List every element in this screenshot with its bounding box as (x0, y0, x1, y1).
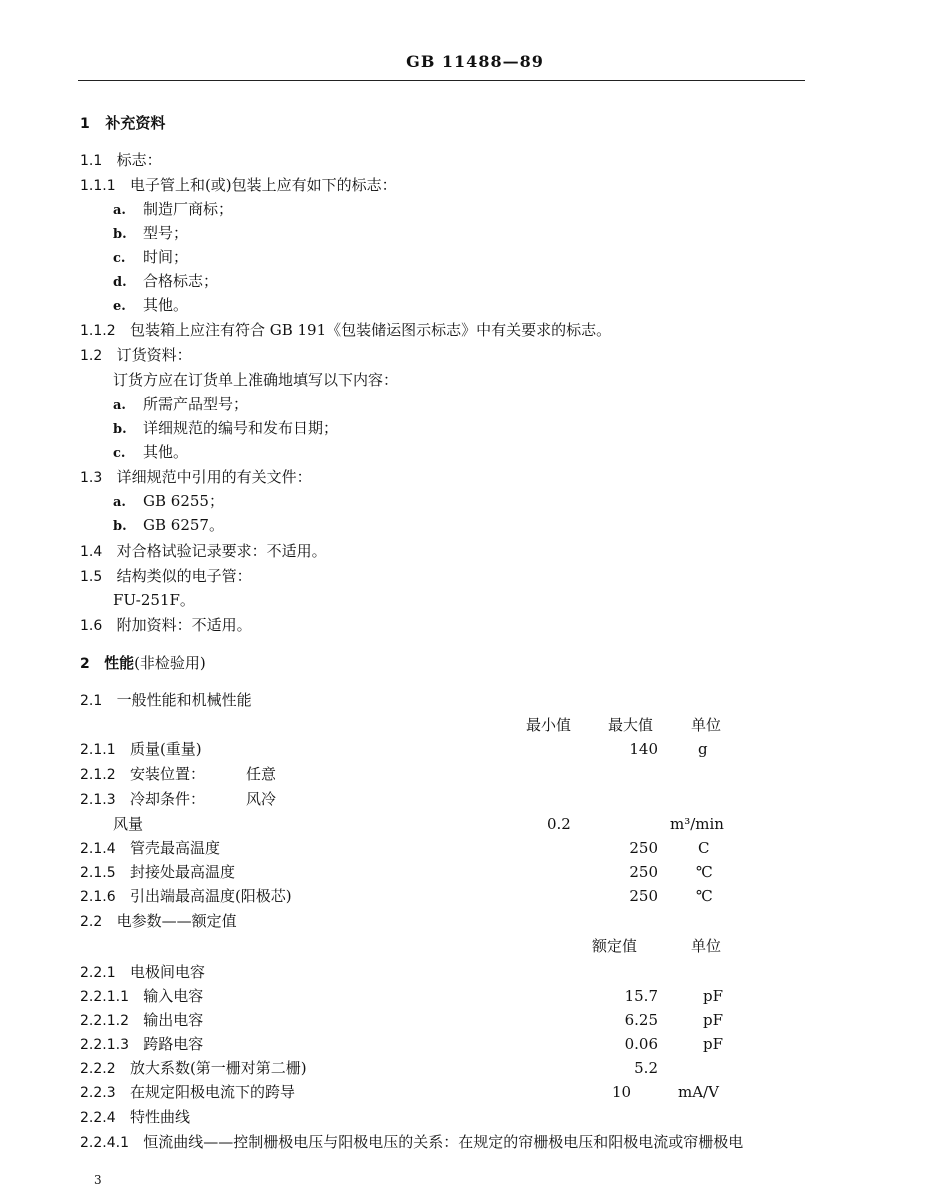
clause-text: 电子管上和(或)包装上应有如下的标志： (129, 176, 397, 194)
col-header-unit: 单位 (691, 937, 722, 955)
row-label: 输出电容 (143, 1011, 204, 1029)
item-label: e. (113, 299, 126, 314)
row-min: 0.2 (547, 815, 571, 833)
clause-text: 电参数——额定值 (116, 912, 237, 930)
item-label: d. (113, 275, 127, 290)
clause-number: 1.3 (80, 470, 103, 486)
row-number: 2.2.3 (80, 1085, 116, 1101)
col-header-unit: 单位 (691, 716, 722, 734)
row-label: 封接处最高温度 (129, 863, 235, 881)
row-rated: 10 (612, 1083, 632, 1101)
row-unit: pF (703, 987, 724, 1005)
row-rated: 0.06 (624, 1035, 658, 1053)
row-unit: C (698, 839, 710, 857)
list-item (113, 491, 224, 513)
row-max: 140 (629, 740, 658, 758)
row-rated: 6.25 (624, 1011, 658, 1029)
row-extra: 风冷 (246, 790, 277, 808)
row-number: 2.2.2 (80, 1061, 116, 1077)
clause-1-3 (80, 467, 312, 488)
table-row (80, 739, 202, 760)
header-rule (78, 80, 805, 81)
row-label: 跨路电容 (143, 1035, 204, 1053)
row-label: 放大系数(第一栅对第二栅) (129, 1059, 307, 1077)
row-label: 冷却条件： (129, 790, 205, 808)
clause-number: 1.6 (80, 618, 103, 634)
section-1-heading (80, 113, 165, 134)
row-label: 在规定阳极电流下的跨导 (129, 1083, 295, 1101)
clause-text: 附加资料：不适用。 (116, 616, 252, 634)
row-extra: 任意 (246, 765, 277, 783)
list-item (113, 442, 188, 464)
clause-text: 结构类似的电子管： (116, 567, 252, 585)
row-number: 2.1.4 (80, 841, 116, 857)
clause-1-6 (80, 615, 252, 636)
row-number: 2.2.4.1 (80, 1135, 129, 1151)
item-text: 制造厂商标； (143, 200, 234, 218)
row-rated: 5.2 (634, 1059, 658, 1077)
item-text: 所需产品型号； (143, 395, 249, 413)
clause-number: 2.2 (80, 914, 103, 930)
row-unit: mA/V (678, 1083, 719, 1101)
item-text: GB 6255； (143, 492, 224, 510)
row-label: 管壳最高温度 (129, 839, 220, 857)
list-item (113, 223, 188, 245)
item-text: 合格标志； (143, 272, 219, 290)
section-title: 补充资料 (105, 114, 166, 132)
row-number: 2.1.6 (80, 889, 116, 905)
row-number: 2.2.1 (80, 965, 116, 981)
table-row (80, 764, 205, 785)
row-unit: g (698, 740, 708, 758)
clause-number: 1.4 (80, 544, 103, 560)
table-row (80, 1107, 190, 1128)
item-label: c. (113, 446, 126, 461)
table-row (80, 838, 220, 859)
item-label: a. (113, 495, 126, 510)
clause-2-1 (80, 690, 252, 711)
row-label: 安装位置： (129, 765, 205, 783)
clause-1-5 (80, 566, 252, 587)
table-row (80, 1034, 203, 1055)
col-header-rated: 额定值 (592, 937, 638, 955)
clause-number: 1.5 (80, 569, 103, 585)
list-item (113, 199, 233, 221)
row-label: 输入电容 (143, 987, 204, 1005)
table-row (80, 1082, 295, 1103)
clause-1-2-intro: 订货方应在订货单上准确地填写以下内容： (113, 371, 399, 389)
row-number: 2.2.1.1 (80, 989, 129, 1005)
row-number: 2.2.1.3 (80, 1037, 129, 1053)
table-row (80, 862, 235, 883)
list-item (113, 295, 188, 317)
clause-1-1 (80, 150, 162, 171)
list-item (113, 418, 338, 440)
table-row (80, 1132, 743, 1153)
item-text: GB 6257。 (143, 516, 224, 534)
clause-text: 一般性能和机械性能 (116, 691, 252, 709)
row-label: 引出端最高温度(阳极芯) (129, 887, 292, 905)
section-title: 性能 (104, 654, 135, 672)
list-item (113, 515, 224, 537)
table-row (80, 886, 292, 907)
row-max: 250 (629, 887, 658, 905)
row-unit: ℃ (696, 887, 713, 905)
clause-1-4 (80, 541, 327, 562)
clause-number: 1.1.2 (80, 323, 116, 339)
table-row (80, 1058, 307, 1079)
section-2-heading (80, 653, 206, 674)
item-label: b. (113, 519, 127, 534)
item-label: c. (113, 251, 126, 266)
item-label: a. (113, 203, 126, 218)
list-item (113, 247, 188, 269)
item-text: 型号； (143, 224, 189, 242)
clause-text: 对合格试验记录要求：不适用。 (116, 542, 327, 560)
clause-1-1-2 (80, 320, 611, 341)
clause-1-5-value: FU-251F。 (113, 591, 195, 609)
clause-1-1-1 (80, 175, 397, 196)
clause-text: 订货资料： (116, 346, 192, 364)
item-label: a. (113, 398, 126, 413)
row-max: 250 (629, 839, 658, 857)
section-number: 2 (80, 656, 90, 672)
row-number: 2.1.5 (80, 865, 116, 881)
clause-text: 详细规范中引用的有关文件： (116, 468, 312, 486)
col-header-min: 最小值 (526, 716, 572, 734)
item-label: b. (113, 227, 127, 242)
clause-text: 标志： (116, 151, 162, 169)
item-text: 详细规范的编号和发布日期； (143, 419, 339, 437)
clause-number: 1.2 (80, 348, 103, 364)
row-label: 质量(重量) (129, 740, 202, 758)
row-unit: pF (703, 1011, 724, 1029)
section-number: 1 (80, 116, 90, 132)
page-header: GB 11488—89 (406, 52, 544, 71)
row-unit: ℃ (696, 863, 713, 881)
section-title-suffix: (非检验用) (134, 654, 206, 672)
row-label: 电极间电容 (129, 963, 205, 981)
table-row (80, 962, 205, 983)
table-row (80, 986, 203, 1007)
item-text: 时间； (143, 248, 189, 266)
list-item (113, 394, 248, 416)
row-max: 250 (629, 863, 658, 881)
table-row (80, 1010, 203, 1031)
item-text: 其他。 (143, 296, 189, 314)
table-row (80, 789, 205, 810)
item-label: b. (113, 422, 127, 437)
row-number: 2.2.4 (80, 1110, 116, 1126)
list-item (113, 271, 218, 293)
page-number: 3 (94, 1173, 102, 1187)
row-label: 恒流曲线——控制栅极电压与阳极电压的关系：在规定的帘栅极电压和阳极电流或帘栅极电 (143, 1133, 744, 1151)
row-label: 风量 (113, 815, 144, 833)
col-header-max: 最大值 (608, 716, 654, 734)
item-text: 其他。 (143, 443, 189, 461)
row-unit: pF (703, 1035, 724, 1053)
row-unit: m³/min (670, 815, 724, 833)
row-number: 2.1.1 (80, 742, 116, 758)
clause-2-2 (80, 911, 237, 932)
row-label: 特性曲线 (129, 1108, 190, 1126)
row-number: 2.1.3 (80, 792, 116, 808)
clause-number: 2.1 (80, 693, 103, 709)
clause-text: 包装箱上应注有符合 GB 191《包装储运图示标志》中有关要求的标志。 (129, 321, 612, 339)
row-number: 2.1.2 (80, 767, 116, 783)
row-rated: 15.7 (624, 987, 658, 1005)
clause-number: 1.1.1 (80, 178, 116, 194)
clause-number: 1.1 (80, 153, 103, 169)
row-number: 2.2.1.2 (80, 1013, 129, 1029)
clause-1-2 (80, 345, 192, 366)
